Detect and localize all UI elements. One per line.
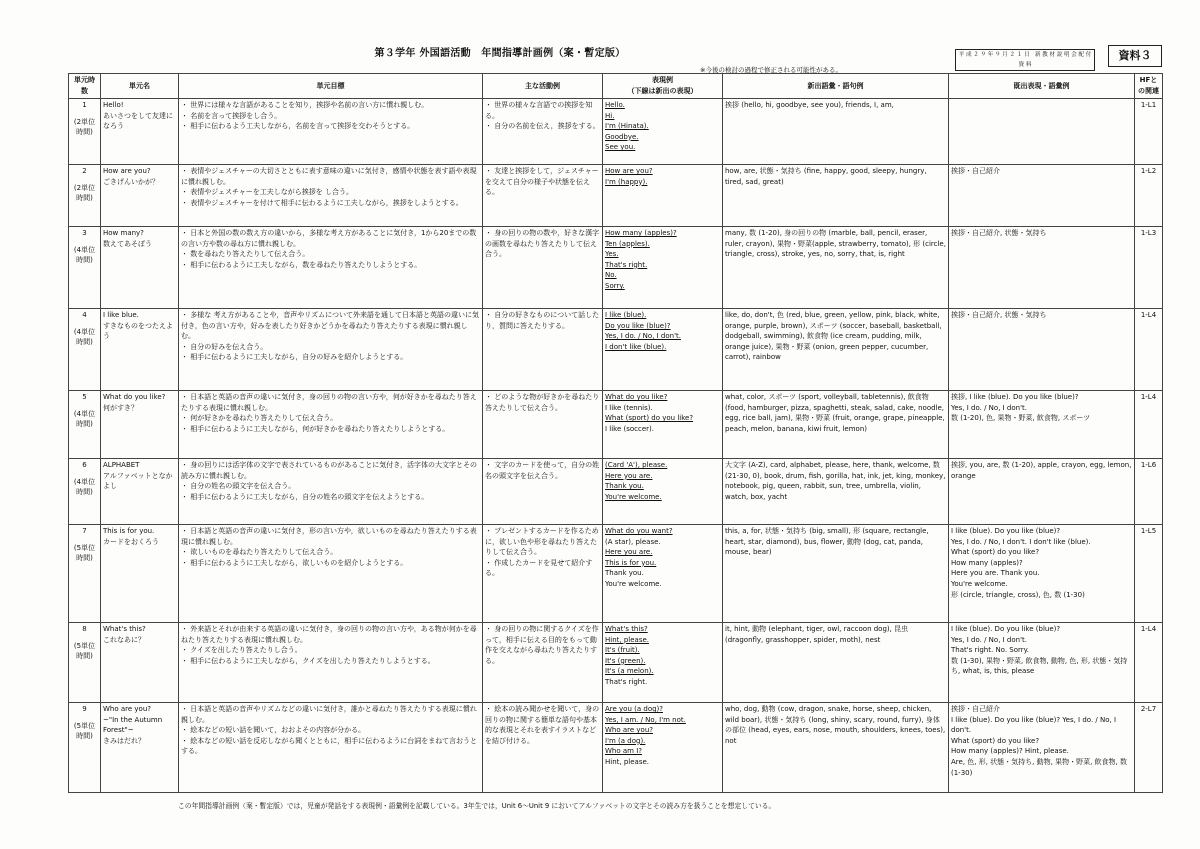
expression-item: I'm (Hinata). xyxy=(605,122,649,131)
goal-item: ・ 外来語とそれが由来する英語の違いに気付き，身の回りの物の言い方や，ある物が何かを尋ねたり答えたりする表現に慣れ親しむ。 xyxy=(181,625,477,644)
unit-hours: (4単位時間) xyxy=(73,409,96,429)
activity-item: ・ 作成したカードを見せて紹介する。 xyxy=(485,558,593,578)
goal-cell xyxy=(179,227,483,309)
unit-hours: (4単位時間) xyxy=(73,245,96,265)
expression-cell xyxy=(603,99,723,165)
table-row xyxy=(69,165,1163,227)
goal-item: ・ 欲しいものを尋ねたり答えたりして伝え合う。 xyxy=(181,548,338,557)
unit-name-cell xyxy=(101,309,179,391)
goal-cell xyxy=(179,623,483,703)
expression-cell xyxy=(603,309,723,391)
expression-item: I'm (a dog). xyxy=(605,736,646,745)
expression-cell xyxy=(603,623,723,703)
unit-name-line: 数えてあそぼう xyxy=(103,239,152,248)
expression-item: What do you like? xyxy=(605,393,668,401)
existing-item: What (sport) do you like? xyxy=(951,736,1040,745)
goal-item: ・ 表情やジェスチャーの大切さとともに表す意味の違いに気付き，感情や状態を表す語や表現に慣れ親しむ。 xyxy=(181,167,477,186)
unit-name-line: 何がすき？ xyxy=(103,403,138,412)
new-vocab-cell: what, color, スポーツ (sport, volleyball, tabletennis), 飲食物 (food, hamburger, pizza, spaghetti, steak, salad, cake, noodle, egg, rice ball, jam), 果物・野菜 (fruit, orange, grape, pineapple, peach, melon, banana, kiwi fruit, lemon) xyxy=(723,391,949,459)
unit-name-cell xyxy=(101,459,179,525)
unit-cell xyxy=(69,99,101,165)
existing-item: 数 (1-30), 果物・野菜, 飲食物, 動物, 色, 形, 状態・気持ち, what, is, this, please xyxy=(951,656,1128,676)
goal-cell xyxy=(179,165,483,227)
expression-item: It's (fruit). xyxy=(605,646,640,655)
new-vocab-cell: who, dog, 動物 (cow, dragon, snake, horse, sheep, chicken, wild boar), 状態・気持ち (long, shiny, scary, round, furry), 身体の部位 (head, eyes, ears, nose, mouth, shoulders, knees, toes), not xyxy=(723,703,949,793)
activity-item: ・ 世界の様々な言語での挨拶を知る。 xyxy=(485,101,593,120)
unit-hours: (4単位時間) xyxy=(73,477,96,497)
goal-item: ・ 表情やジェスチャーを付けて相手に伝わるように工夫しながら，挨拶をしようとする。 xyxy=(181,198,463,207)
goal-item: ・ 日本と外国の数の数え方の違いから，多様な考え方があることに気付き，1から20までの数の言い方や数の尋ね方に慣れ親しむ。 xyxy=(181,229,477,248)
expression-item: Hello. xyxy=(605,101,625,109)
expression-item: I'm (happy). xyxy=(605,177,648,186)
hf-cell: 1-L1 xyxy=(1135,99,1163,165)
goal-item: ・ 表情やジェスチャーを工夫しながら挨拶を し合う。 xyxy=(181,188,353,197)
expression-cell xyxy=(603,703,723,793)
unit-number: 7 xyxy=(82,527,87,535)
unit-name-line: How are you? xyxy=(103,167,151,175)
activity-cell xyxy=(483,99,603,165)
new-vocab-cell: this, a, for, 状態・気持ち (big, small), 形 (square, rectangle, heart, star, diamond), bus, flower, 動物 (dog, cat, panda, mouse, bear) xyxy=(723,525,949,623)
goal-item: ・ 世界には様々な言語があることを知り，挨拶や名前の言い方に慣れ親しむ。 xyxy=(181,101,429,109)
expression-item: What do you want? xyxy=(605,527,673,535)
goal-cell xyxy=(179,309,483,391)
unit-name-line: Hello! xyxy=(103,101,124,109)
unit-name-cell xyxy=(101,623,179,703)
expression-item: This is for you. xyxy=(605,558,657,567)
expression-item: I like (blue). xyxy=(605,311,647,319)
existing-item: Here you are. Thank you. xyxy=(951,569,1040,578)
activity-cell xyxy=(483,459,603,525)
header-goal: 単元目標 xyxy=(179,74,483,99)
expression-item: What's this? xyxy=(605,625,648,633)
unit-name-cell xyxy=(101,227,179,309)
expression-item: Yes, I am. / No, I'm not. xyxy=(605,715,686,724)
goal-item: ・ 相手に伝わるように工夫しながら，何が好きかを尋ねたり答えたりしようとする。 xyxy=(181,424,450,433)
activity-item: ・ 自分の好きなものについて話したり，質問に答えたりする。 xyxy=(485,311,600,330)
existing-item: 挨拶・自己紹介 xyxy=(951,167,1000,175)
existing-item: 挨拶, I like (blue). Do you like (blue)? xyxy=(951,393,1079,401)
existing-item: Are, 色, 形, 状態・気持ち, 動物, 果物・野菜, 飲食物, 数 (1-30) xyxy=(951,757,1127,777)
existing-item: How many (apples)? xyxy=(951,558,1023,567)
existing-cell xyxy=(949,227,1135,309)
table-row xyxy=(69,703,1163,793)
expression-item: You're welcome. xyxy=(605,492,662,501)
expression-item: What (sport) do you like? xyxy=(605,414,694,423)
unit-name-cell xyxy=(101,99,179,165)
unit-name-line: What do you like? xyxy=(103,393,166,401)
existing-item: Yes, I do. / No, I don't. xyxy=(951,635,1027,644)
unit-name-line: アルファベットとなかよし xyxy=(103,471,173,491)
expression-item: It's (green). xyxy=(605,656,646,665)
table-row xyxy=(69,391,1163,459)
existing-cell xyxy=(949,703,1135,793)
table-row xyxy=(69,623,1163,703)
expression-cell xyxy=(603,165,723,227)
activity-cell xyxy=(483,391,603,459)
header-unit: 単元時数 xyxy=(69,74,101,99)
activity-item: ・ 文字のカードを使って，自分の姓名の頭文字を伝え合う。 xyxy=(485,461,600,480)
unit-name-line: ごきげんいかが？ xyxy=(103,177,159,186)
existing-item: I like (blue). Do you like (blue)? xyxy=(951,625,1061,633)
goal-item: ・ 身の回りには活字体の文字で表されているものがあることに気付き，活字体の大文字とその読み方に慣れ親しむ。 xyxy=(181,461,477,480)
goal-item: ・ 多様な 考え方があることや，音声やリズムについて外来語を通して日本語と英語の違いに気付き，色の言い方や，好みを表したり好きかどうかを尋ねたり答えたりする表現に慣れ親しむ。 xyxy=(181,311,480,341)
activity-item: ・ 友達と挨拶をして，ジェスチャーを交えて自分の様子や状態を伝える。 xyxy=(485,167,599,197)
goal-item: ・ 相手に伝わるよう工夫しながら，名前を言って挨拶を交わそうとする。 xyxy=(181,122,415,131)
expression-item: Hi. xyxy=(605,111,615,120)
table-row xyxy=(69,525,1163,623)
expression-item: See you. xyxy=(605,143,636,152)
new-vocab-cell: 挨拶 (hello, hi, goodbye, see you), friends, I, am, xyxy=(723,99,949,165)
goal-item: ・ 相手に伝わるように工夫しながら，数を尋ねたり答えたりしようとする。 xyxy=(181,260,422,269)
goal-item: ・ 絵本などの短い話を反応しながら聞くとともに，相手に伝わるように台詞をまねて言おうとする。 xyxy=(181,736,478,756)
existing-item: 挨拶, you, are, 数 (1-20), apple, crayon, egg, lemon, orange xyxy=(951,461,1132,480)
unit-cell xyxy=(69,459,101,525)
unit-number: 5 xyxy=(82,393,87,401)
hf-cell: 1-L4 xyxy=(1135,391,1163,459)
existing-item: I like (blue). Do you like (blue)? xyxy=(951,527,1061,535)
unit-name-cell xyxy=(101,165,179,227)
unit-cell xyxy=(69,391,101,459)
expression-item: I like (soccer). xyxy=(605,424,655,433)
expression-item: Are you (a dog)? xyxy=(605,705,663,713)
unit-cell xyxy=(69,525,101,623)
unit-name-cell xyxy=(101,703,179,793)
unit-name-line: あいさつをして友達になろう xyxy=(103,111,173,131)
existing-cell xyxy=(949,391,1135,459)
goal-cell xyxy=(179,703,483,793)
unit-name-cell xyxy=(101,525,179,623)
expression-item: Who are you? xyxy=(605,726,653,735)
header-hf: HFとの関連 xyxy=(1135,74,1163,99)
goal-item: ・ 自分の好みを伝え合う。 xyxy=(181,342,268,351)
activity-item: ・ どのような物が好きかを尋ねたり答えたりして伝え合う。 xyxy=(485,393,600,412)
header-existing: 既出表現・語彙例 xyxy=(949,74,1135,99)
existing-item: What (sport) do you like? xyxy=(951,548,1040,557)
new-vocab-cell: it, hint, 動物 (elephant, tiger, owl, raccoon dog), 昆虫 (dragonfly, grasshopper, spider, moth), nest xyxy=(723,623,949,703)
table-row xyxy=(69,227,1163,309)
existing-item: 挨拶・自己紹介, 状態・気持ち xyxy=(951,229,1047,237)
goal-cell xyxy=(179,391,483,459)
revision-caveat: ※今後の検討の過程で修正される可能性がある。 xyxy=(700,66,842,74)
activity-cell xyxy=(483,227,603,309)
new-vocab-cell: how, are, 状態・気持ち (fine, happy, good, sleepy, hungry, tired, sad, great) xyxy=(723,165,949,227)
expression-cell xyxy=(603,227,723,309)
goal-cell xyxy=(179,99,483,165)
unit-hours: (4単位時間) xyxy=(73,327,96,347)
unit-hours: (2単位時間) xyxy=(73,183,96,203)
unit-name-line: きみはだれ？ xyxy=(103,736,145,745)
unit-number: 6 xyxy=(82,461,87,469)
activity-item: ・ 自分の名前を伝え，挨拶をする。 xyxy=(485,122,600,131)
unit-hours: (5単位時間) xyxy=(73,543,96,563)
existing-cell xyxy=(949,459,1135,525)
header-row xyxy=(69,74,1163,99)
table-row xyxy=(69,99,1163,165)
existing-cell xyxy=(949,623,1135,703)
distribution-notice: 平 成 ２ ９ 年 ９ 月 ２ １ 日 新 教 材 説 明 会 配 付 資 料 xyxy=(955,49,1095,71)
unit-hours: (5単位時間) xyxy=(73,721,96,741)
existing-item: 挨拶・自己紹介 xyxy=(951,705,1000,713)
expression-item: That's right. xyxy=(605,260,648,269)
expression-item: (Card 'A'), please. xyxy=(605,461,668,469)
goal-item: ・ 相手に伝わるように工夫しながら，クイズを出したり答えたりしようとする。 xyxy=(181,656,435,665)
new-vocab-cell: 大文字 (A-Z), card, alphabet, please, here, thank, welcome, 数 (21-30, 0), book, drum, fish, gorilla, hat, ink, jet, king, monkey, notebook, pig, queen, rabbit, sun, tree, umbrella, violin, watch, box, yacht xyxy=(723,459,949,525)
existing-item: 数 (1-20), 色, 果物・野菜, 飲食物, スポーツ xyxy=(951,414,1091,423)
expression-item: Thank you. xyxy=(605,569,644,578)
goal-item: ・ 何が好きかを尋ねたり答えたりして伝え合う。 xyxy=(181,414,338,423)
table-row xyxy=(69,459,1163,525)
expression-item: Do you like (blue)? xyxy=(605,321,671,330)
expression-item: How are you? xyxy=(605,167,653,175)
goal-item: ・ 日本語と英語の音声の違いに気付き，身の回りの物の言い方や，何が好きかを尋ねたり答えたりする表現に慣れ親しむ。 xyxy=(181,393,477,412)
goal-item: ・ 名前を言って挨拶をし合う。 xyxy=(181,111,282,120)
goal-cell xyxy=(179,525,483,623)
expression-item: Sorry. xyxy=(605,281,625,290)
hf-cell: 1-L4 xyxy=(1135,623,1163,703)
expression-cell xyxy=(603,391,723,459)
unit-cell xyxy=(69,165,101,227)
expression-item: Hint, please. xyxy=(605,635,650,644)
header-name: 単元名 xyxy=(101,74,179,99)
existing-cell xyxy=(949,309,1135,391)
unit-number: 8 xyxy=(82,625,87,633)
expression-item: (A star), please. xyxy=(605,537,661,546)
unit-number: 2 xyxy=(82,167,87,175)
expression-item: Yes, I do. / No, I don't. xyxy=(605,332,681,341)
annual-plan-table xyxy=(68,73,1163,793)
plan-body xyxy=(69,99,1163,793)
unit-hours: (2単位時間) xyxy=(73,117,96,137)
header-activity: 主な活動例 xyxy=(483,74,603,99)
unit-name-line: What's this? xyxy=(103,625,146,633)
header-new-vocab: 新出語彙・語句例 xyxy=(723,74,949,99)
expression-item: I like (tennis). xyxy=(605,403,653,412)
existing-item: 形 (circle, triangle, cross), 色, 数 (1-30) xyxy=(951,590,1085,599)
expression-item: Here you are. xyxy=(605,548,653,557)
expression-item: Ten (apples). xyxy=(605,239,650,248)
unit-name-line: I like blue. xyxy=(103,311,139,319)
unit-hours: (5単位時間) xyxy=(73,641,96,661)
expression-cell xyxy=(603,459,723,525)
new-vocab-cell: many, 数 (1-20), 身の回りの物 (marble, ball, pencil, eraser, ruler, crayon), 果物・野菜(apple, strawberry, tomato), 形 (circle, triangle, cross), stroke, yes, no, sorry, that, is, right xyxy=(723,227,949,309)
activity-item: ・ プレゼントするカードを作るために，欲しい色や形を尋ねたり答えたりして伝え合う。 xyxy=(485,527,599,557)
expression-item: Here you are. xyxy=(605,471,653,480)
goal-item: ・ 日本語と英語の音声やリズムなどの違いに気付き，誰かと尋ねたり答えたりする表現に慣れ親しむ。 xyxy=(181,705,477,724)
goal-item: ・ 相手に伝わるように工夫しながら，自分の姓名の頭文字を伝えようとする。 xyxy=(181,492,429,501)
goal-item: ・ 相手に伝わるように工夫しながら，欲しいものを紹介しようとする。 xyxy=(181,558,408,567)
page-title: 第３学年 外国語活動 年間指導計画例（案・暫定版） xyxy=(374,48,626,59)
unit-number: 4 xyxy=(82,311,87,319)
goal-item: ・ 絵本などの短い話を聞いて，おおよその内容が分かる。 xyxy=(181,726,366,735)
unit-cell xyxy=(69,227,101,309)
expression-item: That's right. xyxy=(605,677,648,686)
expression-item: I don't like (blue). xyxy=(605,342,667,351)
goal-item: ・ 自分の姓名の頭文字を伝え合う。 xyxy=(181,482,296,491)
header-expression-main: 表現例 xyxy=(652,76,673,85)
unit-name-line: ~"In the Autumn Forest"~ xyxy=(103,715,163,735)
new-vocab-cell: like, do, don't, 色 (red, blue, green, yellow, pink, black, white, orange, purple, brown), スポーツ (soccer, baseball, basketball, dodgeball, swimming), 飲食物 (ice cream, pudding, milk, orange juice), 果物・野菜 (onion, green pepper, cucumber, carrot), rainbow xyxy=(723,309,949,391)
unit-number: 1 xyxy=(82,101,87,109)
hf-cell: 1-L6 xyxy=(1135,459,1163,525)
existing-item: That's right. No. Sorry. xyxy=(951,646,1030,655)
activity-item: ・ 身の回りの物に関するクイズを作って，相手に伝える目的をもって動作を交えながら尋ねたり答えたりする。 xyxy=(485,625,599,665)
footer-note: この年間指導計画例（案・暫定版）では，児童が発話をする表現例・語彙例を記載している。3年生では，Unit 6～Unit 9 においてアルファベットの文字とその読み方を扱うことを想定している。 xyxy=(178,802,776,810)
unit-cell xyxy=(69,623,101,703)
goal-cell xyxy=(179,459,483,525)
document-label: 資料３ xyxy=(1108,45,1162,67)
activity-cell xyxy=(483,309,603,391)
expression-item: No. xyxy=(605,271,617,280)
existing-item: You're welcome. xyxy=(951,579,1008,588)
existing-item: How many (apples)? Hint, please. xyxy=(951,747,1069,756)
activity-cell xyxy=(483,623,603,703)
table-row xyxy=(69,309,1163,391)
unit-name-cell xyxy=(101,391,179,459)
expression-item: How many (apples)? xyxy=(605,229,677,237)
goal-item: ・ 数を尋ねたり答えたりして伝え合う。 xyxy=(181,250,310,259)
unit-name-line: カードをおくろう xyxy=(103,537,159,546)
unit-name-line: すきなものをつたえよう xyxy=(103,321,173,341)
unit-name-line: Who are you? xyxy=(103,705,151,713)
existing-item: Yes, I do. / No, I don't. I don't like (blue). xyxy=(951,537,1091,546)
unit-name-line: How many? xyxy=(103,229,144,237)
expression-item: Thank you. xyxy=(605,482,644,491)
unit-name-line: これなあに？ xyxy=(103,635,145,644)
existing-cell xyxy=(949,165,1135,227)
hf-cell: 1-L4 xyxy=(1135,309,1163,391)
hf-cell: 2-L7 xyxy=(1135,703,1163,793)
activity-item: ・ 身の回りの物の数や，好きな漢字の画数を尋ねたり答えたりして伝え合う。 xyxy=(485,229,600,259)
activity-item: ・ 絵本の読み聞かせを聞いて，身の回りの物に関する簡単な語句や基本的な表現とそれを表すイラストなどを結び付ける。 xyxy=(485,705,600,745)
hf-cell: 1-L3 xyxy=(1135,227,1163,309)
activity-cell xyxy=(483,703,603,793)
expression-item: It's (a melon). xyxy=(605,667,654,676)
unit-number: 9 xyxy=(82,705,87,713)
hf-cell: 1-L5 xyxy=(1135,525,1163,623)
activity-cell xyxy=(483,525,603,623)
expression-item: Hint, please. xyxy=(605,757,650,766)
existing-cell xyxy=(949,525,1135,623)
existing-cell xyxy=(949,99,1135,165)
existing-item: Yes, I do. / No, I don't. xyxy=(951,403,1027,412)
goal-item: ・ 日本語と英語の音声の違いに気付き，形の言い方や，欲しいものを尋ねたり答えたりする表現に慣れ親しむ。 xyxy=(181,527,477,546)
expression-item: Who am I? xyxy=(605,747,642,756)
expression-item: Goodbye. xyxy=(605,132,639,141)
header-expression xyxy=(603,74,723,99)
existing-item: 挨拶・自己紹介, 状態・気持ち xyxy=(951,311,1047,319)
hf-cell: 1-L2 xyxy=(1135,165,1163,227)
expression-item: Yes. xyxy=(605,250,619,259)
goal-item: ・ クイズを出したり答えたりし合う。 xyxy=(181,646,302,655)
expression-item: You're welcome. xyxy=(605,579,662,588)
unit-cell xyxy=(69,309,101,391)
goal-item: ・ 相手に伝わるように工夫しながら，自分の好みを紹介しようとする。 xyxy=(181,353,408,362)
unit-number: 3 xyxy=(82,229,87,237)
unit-name-line: This is for you. xyxy=(103,527,155,535)
unit-cell xyxy=(69,703,101,793)
expression-cell xyxy=(603,525,723,623)
header-expression-sub: （下線は新出の表現） xyxy=(627,87,698,95)
unit-name-line: ALPHABET xyxy=(103,461,140,469)
existing-item: I like (blue). Do you like (blue)? Yes, I do. / No, I don't. xyxy=(951,715,1117,735)
activity-cell xyxy=(483,165,603,227)
